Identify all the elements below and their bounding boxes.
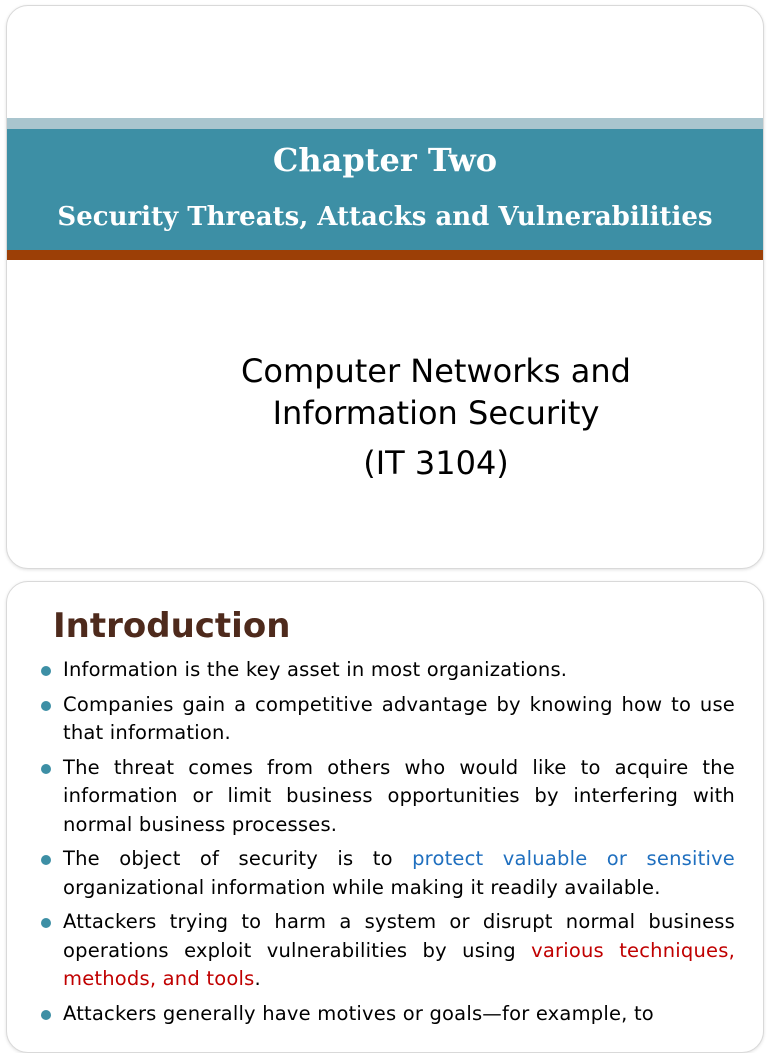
introduction-heading: Introduction xyxy=(53,606,291,646)
bullet-list xyxy=(41,656,735,1034)
bullet-dot-icon xyxy=(41,855,51,865)
highlighted-phrase: various techniques, methods, and tools xyxy=(63,938,735,990)
bullet-item xyxy=(41,691,735,748)
bullet-text: Attackers generally have motives or goals—for example, to xyxy=(63,1001,654,1025)
bullet-text: The object of security is to xyxy=(63,847,413,870)
bullet-item xyxy=(41,845,735,902)
bullet-dot-icon xyxy=(41,764,51,774)
bullet-text: The threat comes from others who would like to acquire the information or limit business opportunities by interfering with normal business processes. xyxy=(63,755,735,836)
bullet-text: Attackers trying to harm a system or disrupt normal business operations exploit vulnerabilities by using xyxy=(63,910,735,962)
bullet-dot-icon xyxy=(41,701,51,711)
introduction-slide xyxy=(6,581,764,1053)
bullet-dot-icon xyxy=(41,1010,51,1020)
bullet-dot-icon xyxy=(41,918,51,928)
bullet-text: . xyxy=(254,967,261,990)
bullet-item xyxy=(41,656,735,685)
course-name-line-2: Information Security xyxy=(272,394,600,432)
bullet-text: Information is the key asset in most organizations. xyxy=(63,658,568,681)
course-info xyxy=(167,350,705,484)
bullet-item xyxy=(41,908,735,994)
bullet-item xyxy=(41,754,735,840)
chapter-subtitle: Security Threats, Attacks and Vulnerabilities xyxy=(57,202,713,232)
bullet-dot-icon xyxy=(41,666,51,676)
bullet-text: organizational information while making it readily available. xyxy=(63,875,661,899)
bullet-text: Companies gain a competitive advantage by knowing how to use that information. xyxy=(63,692,735,744)
course-code: (IT 3104) xyxy=(363,444,509,482)
chapter-title: Chapter Two xyxy=(272,141,498,179)
banner-top-strip xyxy=(7,118,763,129)
banner-bottom-strip xyxy=(7,250,763,260)
title-slide xyxy=(6,5,764,569)
highlighted-phrase: protect valuable or sensitive xyxy=(412,847,736,870)
course-name-line-1: Computer Networks and xyxy=(241,352,631,390)
